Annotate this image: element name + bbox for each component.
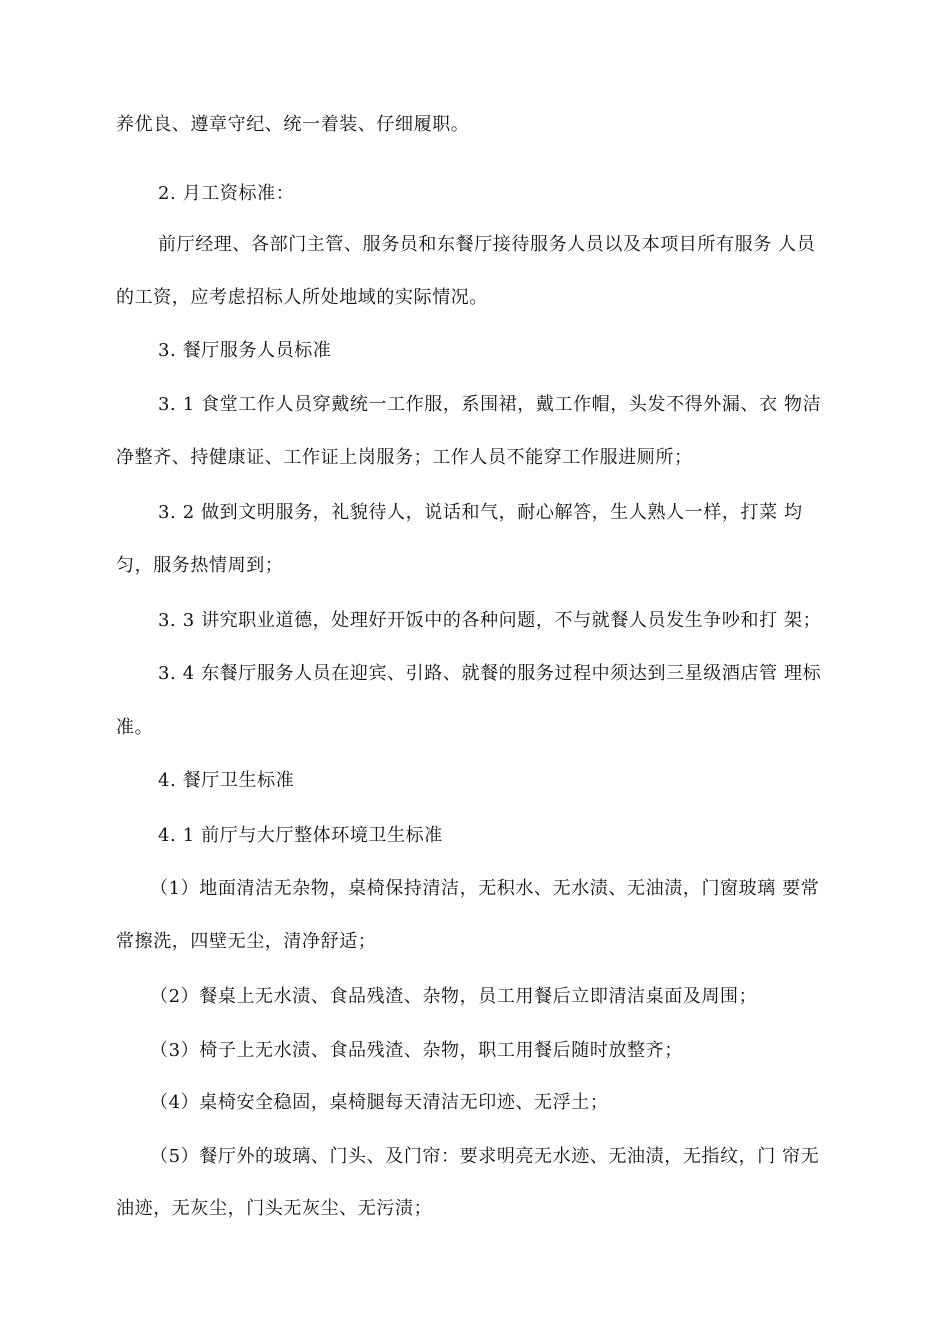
text-line: （2）餐桌上无水渍、食品残渣、杂物，员工用餐后立即清洁桌面及周围；	[150, 986, 758, 1007]
text-line: （5）餐厅外的玻璃、门头、及门帘：要求明亮无水迹、无油渍，无指纹，门 帘无	[150, 1146, 820, 1167]
subsection-heading: 4. 1 前厅与大厅整体环境卫生标准	[158, 825, 443, 846]
text-line: 常擦洗，四壁无尘，清净舒适；	[116, 931, 377, 952]
text-line: 3. 3 讲究职业道德，处理好开饭中的各种问题，不与就餐人员发生争吵和打 架；	[158, 610, 822, 631]
text-line: 的工资，应考虑招标人所处地域的实际情况。	[116, 287, 488, 308]
text-line: 3. 1 食堂工作人员穿戴统一工作服，系围裙，戴工作帽，头发不得外漏、衣 物洁	[158, 394, 822, 415]
text-line: 3. 4 东餐厅服务人员在迎宾、引路、就餐的服务过程中须达到三星级酒店管 理标	[158, 663, 822, 684]
text-line: （3）椅子上无水渍、食品残渣、杂物，职工用餐后随时放整齐；	[150, 1040, 683, 1061]
text-line: 养优良、遵章守纪、统一着装、仔细履职。	[116, 114, 470, 135]
text-line: （1）地面清洁无杂物，桌椅保持清洁，无积水、无水渍、无油渍，门窗玻璃 要常	[150, 878, 820, 899]
text-line: （4）桌椅安全稳固，桌椅腿每天清洁无印迹、无浮土；	[150, 1092, 609, 1113]
text-line: 净整齐、持健康证、工作证上岗服务；工作人员不能穿工作服进厕所；	[116, 447, 693, 468]
text-line: 匀，服务热情周到；	[116, 555, 284, 576]
section-heading: 4. 餐厅卫生标准	[158, 770, 295, 791]
section-heading: 3. 餐厅服务人员标准	[158, 340, 332, 361]
text-line: 油迹，无灰尘，门头无灰尘、无污渍；	[116, 1198, 433, 1219]
section-heading: 2. 月工资标准：	[158, 183, 295, 204]
text-line: 3. 2 做到文明服务，礼貌待人，说话和气，耐心解答，生人熟人一样，打菜 均	[158, 502, 803, 523]
text-line: 前厅经理、各部门主管、服务员和东餐厅接待服务人员以及本项目所有服务 人员	[158, 234, 816, 255]
text-line: 准。	[116, 717, 154, 738]
